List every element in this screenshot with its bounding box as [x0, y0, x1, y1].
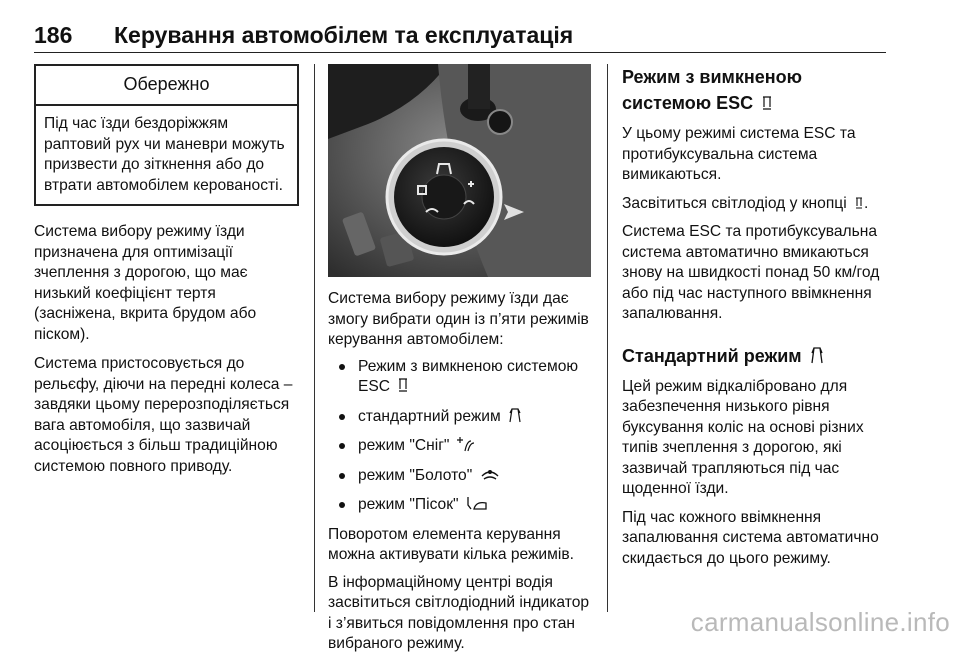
section-heading-esc-off: Режим з вимкненою системою ESC: [622, 67, 802, 113]
led-paragraph: Засвітиться світлодіод у кнопці .: [622, 194, 869, 212]
list-item: [328, 466, 596, 487]
warning-box: [34, 64, 299, 206]
rotation-paragraph: Поворотом елемента керування можна активувати кілька режимів.: [328, 525, 574, 563]
column-left: [34, 64, 299, 477]
mode-label: Режим з вимкненою системою ESC: [358, 357, 579, 395]
adaptation-paragraph: Система пристосовується до рельєфу, діючи на передні колеса – завдяки цьому перерозподіляється вага автомобіля, що зазвичай асоціюється з більш традиційною системою повного приводу.: [34, 355, 293, 475]
mode-selector-illustration: [328, 64, 591, 277]
esc-off-icon: [397, 377, 409, 393]
mud-mode-icon: [480, 466, 500, 482]
figure-caption: Система вибору режиму їзди дає змогу вибрати один із п’яти режимів керування автомобілем:: [328, 290, 589, 348]
esc-button-icon: [854, 196, 864, 210]
mode-label: стандартний режим: [358, 407, 501, 425]
page-header: [34, 22, 886, 53]
mode-selector-photo: [328, 64, 591, 277]
page-title: Керування автомобілем та експлуатація: [114, 22, 574, 48]
esc-auto-paragraph: Система ESC та протибуксувальна система автоматично вмикаються знову на швидкості понад 50 км/год або під час наступного ввімкнення запалювання.: [622, 223, 880, 322]
esc-off-icon: [761, 95, 773, 111]
standard-mode-icon: [810, 346, 824, 364]
standard-mode-icon: [508, 407, 522, 423]
mode-label: режим "Сніг": [358, 437, 450, 454]
column-divider: [314, 64, 315, 612]
list-item: [328, 436, 596, 457]
section-heading-standard: Стандартний режим: [622, 343, 890, 369]
intro-paragraph: Система вибору режиму їзди призначена для оптимізації зчеплення з дорогою, що має низький коефіцієнт тертя (засніжена, вкрита брудом або піском).: [34, 223, 257, 343]
column-middle: [328, 64, 596, 655]
warning-title: Обережно: [36, 66, 297, 106]
esc-off-paragraph: У цьому режимі система ESC та протибуксувальна система вимикаються.: [622, 125, 856, 183]
sand-mode-icon: [466, 495, 488, 511]
snow-mode-icon: [457, 436, 475, 452]
standard-calibration-paragraph: Цей режим відкалібровано для забезпечення низького рівня буксування коліс на основі різних типів зчеплення з дорогою, які зазвичай трапляються під час щоденної їзди.: [622, 377, 864, 497]
watermark: carmanualsonline.info: [690, 607, 950, 637]
list-item: [328, 495, 596, 516]
warning-text: Під час їзди бездоріжжям раптовий рух чи маневри можуть призвести до зіткнення або до втрати автомобілем керованості.: [44, 115, 285, 194]
column-right: [622, 64, 890, 569]
mode-list: [328, 357, 596, 516]
list-item: [328, 357, 596, 398]
indicator-paragraph: В інформаційному центрі водія засвітиться світлодіодний індикатор і з’явиться повідомлення про стан вибраного режиму.: [328, 573, 590, 652]
page-number: 186: [34, 22, 73, 48]
list-item: [328, 407, 596, 428]
mode-label: режим "Пісок": [358, 496, 459, 513]
column-divider: [607, 64, 608, 612]
mode-label: режим "Болото": [358, 466, 473, 484]
standard-reset-paragraph: Під час кожного ввімкнення запалювання система автоматично скидається до цього режиму.: [622, 508, 879, 567]
